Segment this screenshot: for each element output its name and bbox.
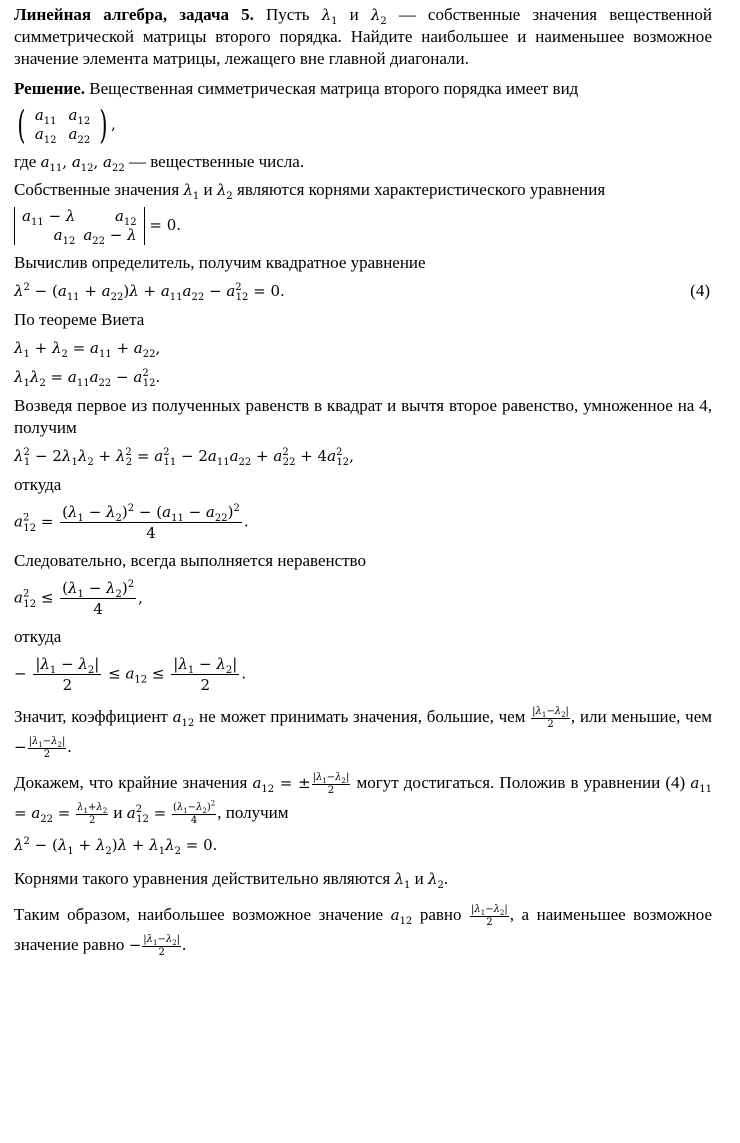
roots-line: Корнями такого уравнения действительно являются $\lambda_1$ и $\lambda_2$. bbox=[14, 869, 449, 891]
squared-equation: $\lambda^2_1 - 2\lambda_1\lambda_2 + \lambda^2_2 = a^2_{11} - 2a_{11}a_{22} + a^2_{22} + 4a^2_{12}$, bbox=[14, 447, 354, 468]
compute-line: Вычислив определитель, получим квадратное уравнение bbox=[14, 253, 426, 272]
problem-text: Пусть bbox=[253, 5, 322, 24]
solution-text: Вещественная симметрическая матрица второго порядка имеет вид bbox=[85, 79, 579, 98]
matrix-formula: ( $a_{11}$ $a_{12}$ $a_{12}$ $a_{22}$ ) , bbox=[17, 103, 116, 147]
problem-text: и bbox=[337, 5, 371, 24]
bounds-formula: − $\frac{|\lambda_1 - \lambda_2|}{2}$ ≤ $a_{12}$ ≤ $\frac{|\lambda_1 - \lambda_2|}{2}$ . bbox=[14, 655, 247, 694]
whence-line: откуда bbox=[14, 475, 62, 494]
square-line: Возведя первое из полученных равенств в квадрат и вычтя второе равенство, умноженное на 4, получим bbox=[14, 396, 712, 437]
problem-heading: Линейная алгебра, задача 5. bbox=[14, 5, 254, 24]
where-line: где $a_{11}$, $a_{12}$, $a_{22}$ — вещественные числа. bbox=[14, 152, 305, 174]
solution-intro bbox=[14, 78, 712, 100]
vieta-line: По теореме Виета bbox=[14, 310, 145, 329]
final-paragraph: Таким образом, наибольшее возможное значение $a_{12}$ равно $\frac{|\lambda_1-\lambda_2|}{2}$ , а наименьшее возможное значение равно − $\frac{|\lambda_1-\lambda_2|}{2}$ . bbox=[14, 903, 712, 958]
vieta-sum: $\lambda_1 + \lambda_2 = a_{11} + a_{22}$, bbox=[14, 339, 161, 360]
lambda2-symbol: $\lambda_2$ bbox=[370, 6, 387, 27]
document bbox=[14, 4, 712, 966]
always-line: Следовательно, всегда выполняется неравенство bbox=[14, 551, 366, 570]
lambda1-symbol: $\lambda_1$ bbox=[321, 6, 338, 27]
problem-statement bbox=[14, 4, 712, 70]
a12-squared-formula: $a^2_{12}$ = $\frac{(\lambda_1 - \lambda_2)^2 - (a_{11} - a_{22})^2}{4}$ . bbox=[14, 503, 249, 542]
vieta-product: $\lambda_1\lambda_2 = a_{11}a_{22} - a^2_{12}$. bbox=[14, 368, 161, 389]
prove-paragraph: Докажем, что крайние значения $a_{12}$ = ± $\frac{|\lambda_1-\lambda_2|}{2}$ могут достигаться. Положив в уравнении (4) $a_{11} = a_{22}$ = $\frac{\lambda_1+\lambda_2}{2}$ и $a^2_{12}$ = $\frac{(\lambda_1-\lambda_2)^2}{4}$ , получим bbox=[14, 771, 712, 826]
equation-4: $\lambda^2 - (a_{11} + a_{22})\lambda + a_{11}a_{22} - a^2_{12} = 0$. (4) bbox=[14, 281, 710, 303]
equation-number: (4) bbox=[690, 281, 710, 300]
reduced-equation: $\lambda^2 - (\lambda_1 + \lambda_2)\lambda + \lambda_1\lambda_2 = 0$. bbox=[14, 836, 218, 857]
solution-heading: Решение. bbox=[14, 79, 85, 98]
eigen-line: Собственные значения $\lambda_1$ и $\lambda_2$ являются корнями характеристического уравнения bbox=[14, 180, 606, 202]
whence-line-2: откуда bbox=[14, 627, 62, 646]
inequality-formula: $a^2_{12}$ ≤ $\frac{(\lambda_1 - \lambda_2)^2}{4}$ , bbox=[14, 579, 143, 618]
coefficient-paragraph: Значит, коэффициент $a_{12}$ не может принимать значения, большие, чем $\frac{|\lambda_1-\lambda_2|}{2}$ , или меньшие, чем − $\frac{|\lambda_1-\lambda_2|}{2}$ . bbox=[14, 705, 713, 760]
problem-text: — собственные значения вещественной симметрической матрицы второго порядка. Найдите наибольшее и наименьшее возможное значение элемента матрицы, лежащего вне главной диагонали. bbox=[14, 5, 712, 68]
determinant-formula: $a_{11} - \lambda$ $a_{12}$ $a_{12}$ $a_{22} - \lambda$ = 0. bbox=[14, 207, 712, 245]
